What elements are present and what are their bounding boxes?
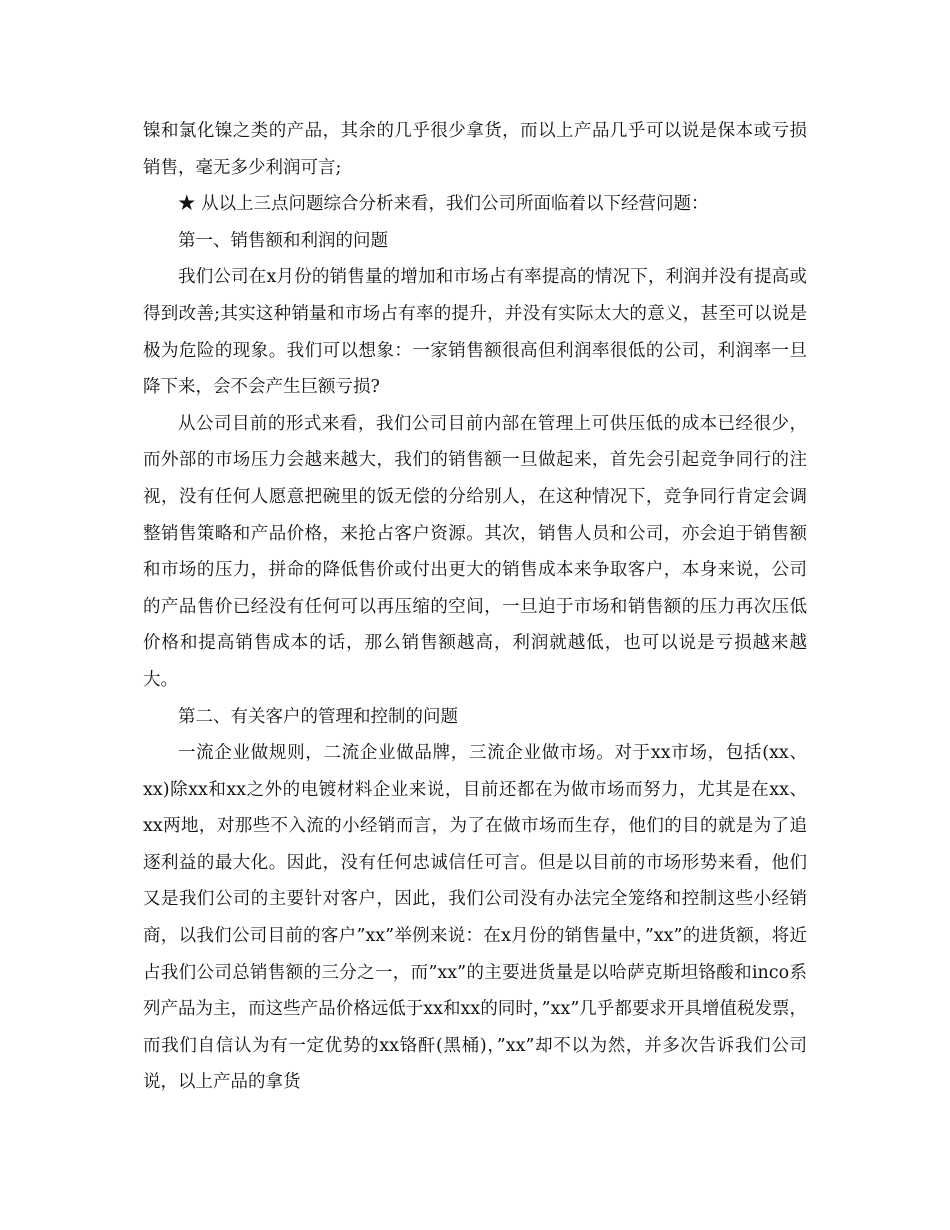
paragraph-summary: ★ 从以上三点问题综合分析来看，我们公司所面临着以下经营问题：	[178, 194, 709, 215]
section-heading-sales-profit: 第一、销售额和利润的问题	[178, 230, 388, 251]
document-body	[143, 113, 807, 1101]
paragraph-sales-profit: 我们公司在x月份的销售量的增加和市场占有率提高的情况下，利润并没有提高或得到改善;其实这种销量和市场占有率的提升，并没有实际太大的意义，甚至可以说是极为危险的现象。我们可以想象：一家销售额很高但利润率很低的公司，利润率一旦降下来，会不会产生巨额亏损?	[143, 267, 807, 398]
paragraph-company-situation: 从公司目前的形式来看，我们公司目前内部在管理上可供压低的成本已经很少，而外部的市场压力会越来越大，我们的销售额一旦做起来，首先会引起竞争同行的注视，没有任何人愿意把碗里的饭无偿的分给别人，在这种情况下，竞争同行肯定会调整销售策略和产品价格，来抢占客户资源。其次，销售人员和公司，亦会迫于销售额和市场的压力，拼命的降低售价或付出更大的销售成本来争取客户，本身来说，公司的产品售价已经没有任何可以再压缩的空间，一旦迫于市场和销售额的压力再次压低价格和提高销售成本的话，那么销售额越高，利润就越低，也可以说是亏损越来越大。	[143, 413, 807, 690]
paragraph-continuation: 镍和氯化镍之类的产品，其余的几乎很少拿货，而以上产品几乎可以说是保本或亏损销售，毫无多少利润可言;	[143, 121, 807, 178]
section-heading-customer-management: 第二、有关客户的管理和控制的问题	[178, 706, 458, 727]
paragraph-customer-management: 一流企业做规则，二流企业做品牌，三流企业做市场。对于xx市场，包括(xx、xx)除xx和xx之外的电镀材料企业来说，目前还都在为做市场而努力，尤其是在xx、xx两地，对那些不入流的小经销而言，为了在做市场而生存，他们的目的就是为了追逐利益的最大化。因此，没有任何忠诚信任可言。但是以目前的市场形势来看，他们又是我们公司的主要针对客户，因此，我们公司没有办法完全笼络和控制这些小经销商，以我们公司目前的客户”xx”举例来说：在x月份的销售量中，”xx”的进货额，将近占我们公司总销售额的三分之一，而”xx”的主要进货量是以哈萨克斯坦铬酸和inco系列产品为主，而这些产品价格远低于xx和xx的同时，”xx”几乎都要求开具增值税发票，而我们自信认为有一定优势的xx铬酐(黑桶)，”xx”却不以为然，并多次告诉我们公司说，以上产品的拿货	[143, 743, 807, 1093]
